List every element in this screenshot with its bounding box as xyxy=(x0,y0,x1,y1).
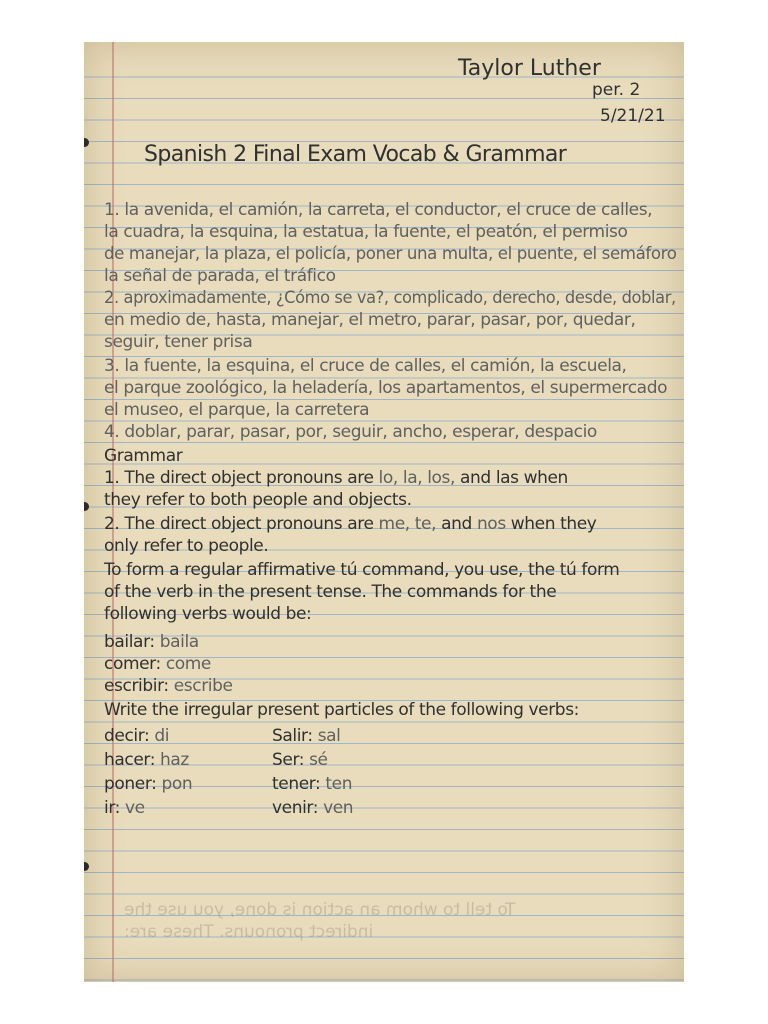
verb-answer: di xyxy=(154,726,170,746)
verb-label: hacer: xyxy=(104,750,156,770)
verb-label: ir: xyxy=(104,798,120,818)
verb-answer: escribe xyxy=(173,676,233,696)
grammar-answer: lo, la, los, xyxy=(378,468,456,488)
grammar-heading: Grammar xyxy=(104,446,183,466)
verb-label: venir: xyxy=(272,798,319,818)
grammar-answer: me, te, xyxy=(378,514,437,534)
verb-label: Ser: xyxy=(272,750,305,770)
grammar-line: only refer to people. xyxy=(104,536,269,556)
grammar-prompt: 2. The direct object pronouns are xyxy=(104,514,374,534)
irregular-row xyxy=(104,726,169,746)
margin-line xyxy=(112,42,114,982)
verb-answer: ten xyxy=(325,774,353,794)
grammar-line: following verbs would be: xyxy=(104,604,312,624)
vocab-line: la cuadra, la esquina, la estatua, la fuente, el peatón, el permiso xyxy=(104,222,628,242)
verb-label: decir: xyxy=(104,726,150,746)
grammar-prompt: and xyxy=(441,514,472,534)
irregular-row xyxy=(104,750,189,770)
exam-date: 5/21/21 xyxy=(600,106,666,126)
verb-answer: come xyxy=(165,654,211,674)
grammar-prompt: when they xyxy=(510,514,597,534)
grammar-prompt: and las when xyxy=(460,468,568,488)
notebook-page xyxy=(84,42,684,982)
verb-answer: ve xyxy=(124,798,145,818)
verb-answer: haz xyxy=(160,750,189,770)
irregular-row xyxy=(272,726,341,746)
grammar-line: they refer to both people and objects. xyxy=(104,490,412,510)
vocab-line: el parque zoológico, la heladería, los apartamentos, el supermercado xyxy=(104,378,668,398)
vocab-line: la señal de parada, el tráfico xyxy=(104,266,336,286)
class-period: per. 2 xyxy=(592,80,641,100)
verb-answer: pon xyxy=(161,774,193,794)
verb-label: poner: xyxy=(104,774,157,794)
vocab-line: de manejar, la plaza, el policía, poner una multa, el puente, el semáforo xyxy=(104,244,677,264)
grammar-line: To form a regular affirmative tú command, you use, the tú form xyxy=(104,560,620,580)
verb-label: comer: xyxy=(104,654,161,674)
irregular-row xyxy=(272,774,352,794)
grammar-item-2 xyxy=(104,514,596,534)
page-title: Spanish 2 Final Exam Vocab & Grammar xyxy=(144,142,567,167)
vocab-line: 4. doblar, parar, pasar, por, seguir, ancho, esperar, despacio xyxy=(104,422,597,442)
student-name: Taylor Luther xyxy=(458,56,601,81)
grammar-answer: nos xyxy=(476,514,506,534)
irregular-row xyxy=(104,798,145,818)
vocab-line: 2. aproximadamente, ¿Cómo se va?, complicado, derecho, desde, doblar, xyxy=(104,288,676,308)
vocab-line: 1. la avenida, el camión, la carreta, el conductor, el cruce de calles, xyxy=(104,200,653,220)
binder-hole xyxy=(84,862,89,871)
vocab-line: 3. la fuente, la esquina, el cruce de calles, el camión, la escuela, xyxy=(104,356,627,376)
binder-hole xyxy=(84,502,89,511)
vocab-line: el museo, el parque, la carretera xyxy=(104,400,370,420)
bleed-through-text: indirect pronouns. These are: xyxy=(124,922,374,942)
irregular-row xyxy=(272,750,328,770)
verb-label: Salir: xyxy=(272,726,313,746)
command-row xyxy=(104,654,211,674)
irregular-prompt: Write the irregular present particles of the following verbs: xyxy=(104,700,579,720)
irregular-row xyxy=(272,798,353,818)
verb-answer: sé xyxy=(309,750,328,770)
verb-answer: sal xyxy=(317,726,341,746)
verb-answer: baila xyxy=(159,632,199,652)
verb-answer: ven xyxy=(323,798,354,818)
verb-label: escribir: xyxy=(104,676,169,696)
verb-label: tener: xyxy=(272,774,321,794)
binder-hole xyxy=(84,138,89,147)
grammar-prompt: 1. The direct object pronouns are xyxy=(104,468,374,488)
irregular-row xyxy=(104,774,192,794)
bleed-through-text: To tell to whom an action is done, you use the xyxy=(124,900,516,920)
grammar-line: of the verb in the present tense. The commands for the xyxy=(104,582,557,602)
vocab-line: seguir, tener prisa xyxy=(104,332,253,352)
verb-label: bailar: xyxy=(104,632,155,652)
grammar-item-1 xyxy=(104,468,568,488)
vocab-line: en medio de, hasta, manejar, el metro, parar, pasar, por, quedar, xyxy=(104,310,636,330)
command-row xyxy=(104,632,199,652)
command-row xyxy=(104,676,233,696)
